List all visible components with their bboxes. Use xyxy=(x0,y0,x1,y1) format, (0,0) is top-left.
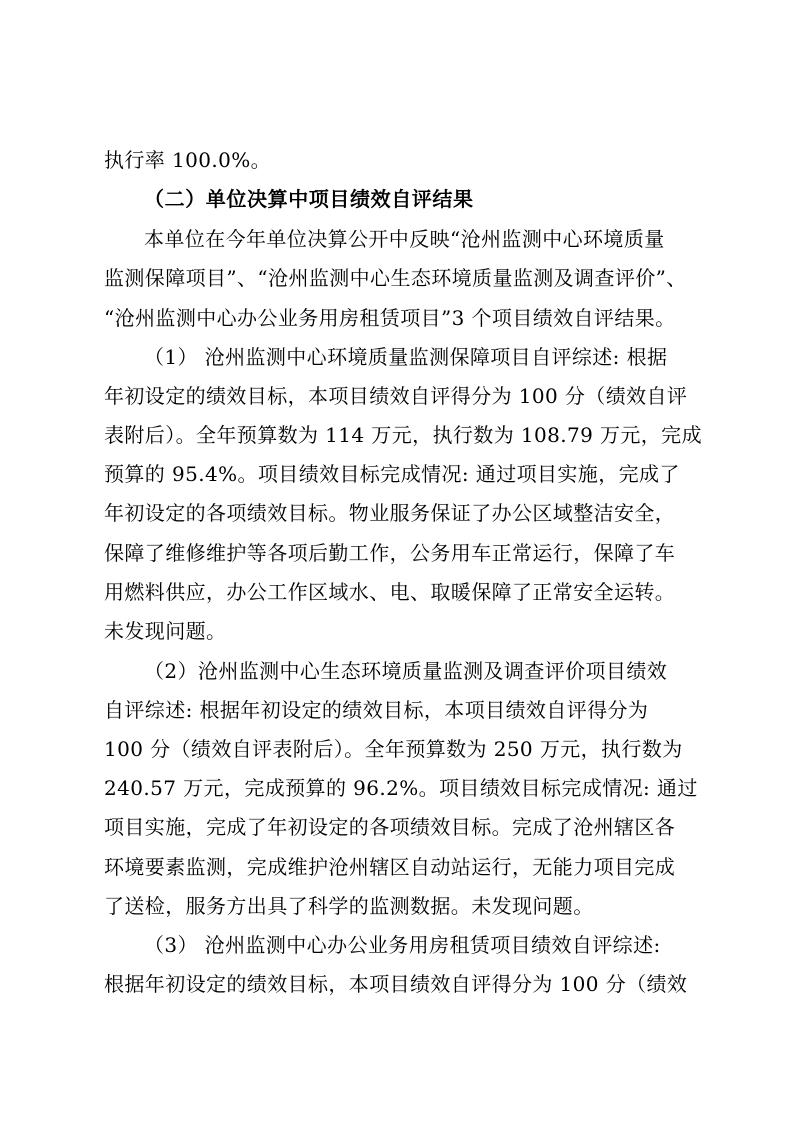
paragraph-line: 执行率 100.0%。 xyxy=(104,148,272,172)
paragraph-line: 年初设定的各项绩效目标。物业服务保证了办公区域整洁安全， xyxy=(104,501,676,525)
paragraph-line: 根据年初设定的绩效目标，本项目绩效自评得分为 100 分（绩效 xyxy=(104,972,688,996)
paragraph-line: 本单位在今年单位决算公开中反映“沧州监测中心环境质量 xyxy=(144,227,665,251)
paragraph-line: （3） 沧州监测中心办公业务用房租赁项目绩效自评综述: xyxy=(144,933,661,957)
paragraph-line: 预算的 95.4%。项目绩效目标完成情况: 通过项目实施，完成了 xyxy=(104,462,680,486)
paragraph-line: 环境要素监测，完成维护沧州辖区自动站运行，无能力项目完成 xyxy=(104,855,676,879)
paragraph-line: 自评综述: 根据年初设定的绩效目标，本项目绩效自评得分为 xyxy=(104,698,649,722)
paragraph-line: 表附后）。全年预算数为 114 万元，执行数为 108.79 万元，完成 xyxy=(104,423,702,447)
paragraph-line: 年初设定的绩效目标，本项目绩效自评得分为 100 分（绩效自评 xyxy=(104,384,688,408)
paragraph-line: 了送检，服务方出具了科学的监测数据。未发现问题。 xyxy=(104,894,594,918)
paragraph-line: 未发现问题。 xyxy=(104,619,227,643)
paragraph-line: 100 分（绩效自评表附后）。全年预算数为 250 万元，执行数为 xyxy=(104,737,683,761)
paragraph-line: 240.57 万元，完成预算的 96.2%。项目绩效目标完成情况: 通过 xyxy=(104,776,698,800)
paragraph-line: 监测保障项目”、“沧州监测中心生态环境质量监测及调查评价”、 xyxy=(104,266,687,290)
paragraph-line: “沧州监测中心办公业务用房租赁项目”3 个项目绩效自评结果。 xyxy=(104,306,676,330)
paragraph-line: （2）沧州监测中心生态环境质量监测及调查评价项目绩效 xyxy=(144,659,668,683)
section-heading: （二）单位决算中项目绩效自评结果 xyxy=(144,187,474,211)
paragraph-line: 用燃料供应，办公工作区域水、电、取暖保障了正常安全运转。 xyxy=(104,580,676,604)
paragraph-line: 保障了维修维护等各项后勤工作，公务用车正常运行，保障了车 xyxy=(104,541,676,565)
paragraph-line: （1） 沧州监测中心环境质量监测保障项目自评综述: 根据 xyxy=(144,345,668,369)
paragraph-line: 项目实施，完成了年初设定的各项绩效目标。完成了沧州辖区各 xyxy=(104,815,676,839)
